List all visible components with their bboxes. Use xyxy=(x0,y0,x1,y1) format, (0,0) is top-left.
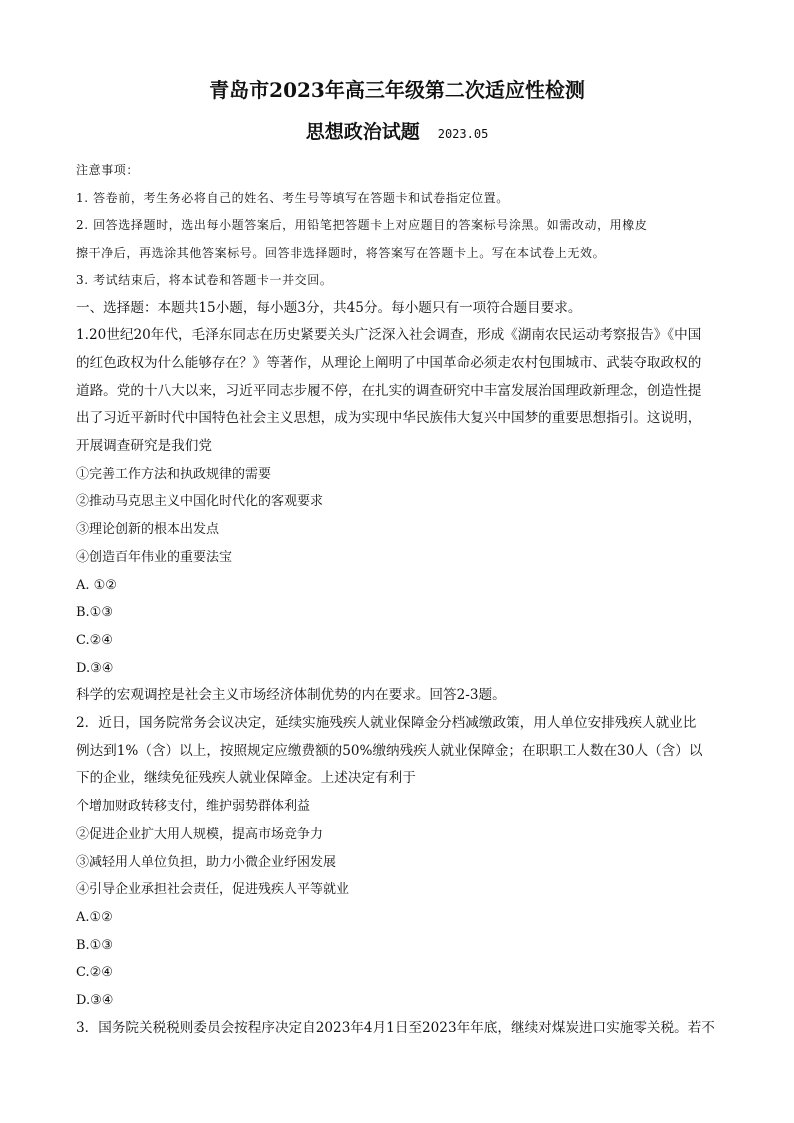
answer-option: C.②④ xyxy=(76,965,113,981)
question-stem-line: 的红色政权为什么能够存在？》等著作，从理论上阐明了中国革命必须走农村包围城市、武装夺取政权的 xyxy=(76,354,702,371)
answer-option: D.③④ xyxy=(76,660,114,676)
question-stem-line: 下的企业，继续免征残疾人就业保障金。上述决定有利于 xyxy=(76,770,416,787)
section-heading: 一、选择题：本题共15小题，每小题3分，共45分。每小题只有一项符合题目要求。 xyxy=(76,299,582,316)
statement-item: ①完善工作方法和执政规律的需要 xyxy=(76,466,272,482)
notice-item: 3. 考试结束后，将本试卷和答题卡一并交回。 xyxy=(76,273,333,287)
notice-item: 2. 回答选择题时，选出每小题答案后，用铅笔把答题卡上对应题目的答案标号涂黑。如需改动，用橡皮 xyxy=(76,218,648,232)
answer-option: D.③④ xyxy=(76,993,114,1009)
exam-content xyxy=(76,157,718,1042)
question-stem-line: 2．近日，国务院常务会议决定，延续实施残疾人就业保障金分档减缴政策，用人单位安排残疾人就业比 xyxy=(76,715,697,732)
subtitle-row xyxy=(0,118,794,148)
question-stem-line: 例达到1%（含）以上，按照规定应缴费额的50%缴纳残疾人就业保障金；在职职工人数在30人（含）以 xyxy=(76,742,703,759)
material-intro: 科学的宏观调控是社会主义市场经济体制优势的内在要求。回答2-3题。 xyxy=(76,687,506,704)
question-2 xyxy=(76,710,718,1015)
question-3 xyxy=(76,1015,718,1043)
question-stem-line: 1.20世纪20年代，毛泽东同志在历史紧要关头广泛深入社会调查，形成《湖南农民运动考察报告》《中国 xyxy=(76,327,702,344)
answer-option: A. ①② xyxy=(76,577,117,593)
statement-item: ④创造百年伟业的重要法宝 xyxy=(76,549,233,565)
document-title: 青岛市2023年高三年级第二次适应性检测 xyxy=(209,78,585,102)
statement-item: 个增加财政转移支付，维护弱势群体利益 xyxy=(76,799,311,815)
answer-option: A.①② xyxy=(76,909,113,925)
exam-date: 2023.05 xyxy=(437,127,489,141)
document-subtitle: 思想政治试题 xyxy=(305,121,420,143)
answer-option: C.②④ xyxy=(76,632,113,648)
statement-item: ④引导企业承担社会责任，促进残疾人平等就业 xyxy=(76,882,350,898)
question-stem-line: 道路。党的十八大以来，习近平同志步履不停，在扎实的调查研究中丰富发展治国理政新理念，创造性提 xyxy=(76,382,702,399)
notice-item: 擦干净后，再选涂其他答案标号。回答非选择题时，将答案写在答题卡上。写在本试卷上无效。 xyxy=(76,245,606,260)
statement-item: ③理论创新的根本出发点 xyxy=(76,522,220,538)
statement-item: ③减轻用人单位负担，助力小微企业纾困发展 xyxy=(76,854,337,870)
question-stem-line: 3．国务院关税税则委员会按程序决定自2023年4月1日至2023年年底，继续对煤炭进口实施零关税。若不 xyxy=(76,1019,715,1036)
statement-item: ②促进企业扩大用人规模，提高市场竞争力 xyxy=(76,826,324,842)
question-stem-line: 开展调查研究是我们党 xyxy=(76,438,212,455)
answer-option: B.①③ xyxy=(76,605,113,621)
answer-option: B.①③ xyxy=(76,937,113,953)
notice-item: 1. 答卷前，考生务必将自己的姓名、考生号等填写在答题卡和试卷指定位置。 xyxy=(76,190,509,205)
statement-item: ②推动马克思主义中国化时代化的客观要求 xyxy=(76,494,324,510)
notice-heading: 注意事项： xyxy=(76,163,140,177)
question-1 xyxy=(76,322,718,682)
question-stem-line: 出了习近平新时代中国特色社会主义思想，成为实现中华民族伟大复兴中国梦的重要思想指引。这说明， xyxy=(76,410,702,427)
